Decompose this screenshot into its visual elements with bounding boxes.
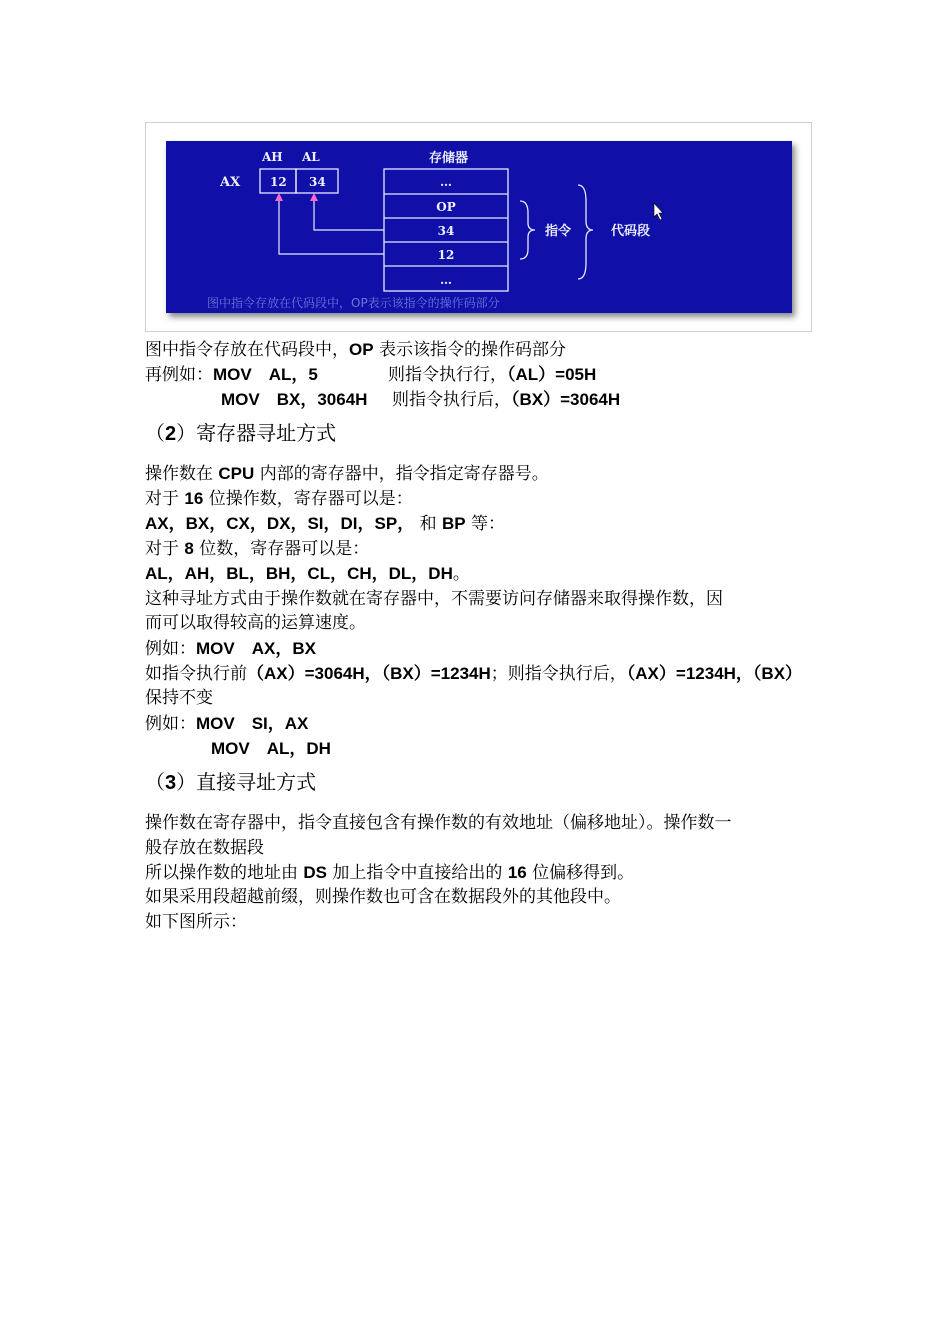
text: 8 [184,539,194,558]
ah-label: AH [262,150,283,164]
text: 而可以取得较高的运算速度。 [145,613,366,633]
text: 和 [414,514,443,534]
text: 加上指令中直接给出的 [327,863,508,883]
text: 位操作数，寄存器可以是： [203,489,413,509]
al-label: AL [302,150,320,164]
text: 3 [165,772,177,794]
code-text: MOV SI，AX [196,714,309,733]
text: 般存放在数据段 [145,838,264,858]
text: 操作数在寄存器中，指令直接包含有操作数的有效地址（偏移地址）。操作数一 [145,813,732,833]
text: CPU [218,464,255,483]
text: 位数，寄存器可以是： [193,539,370,559]
code-text: （AX）=1234H，（BX） [626,664,803,683]
figure-frame [145,122,812,332]
register-list-8bit [145,563,470,585]
code-text: MOV AX，BX [196,639,316,658]
text: 16 [507,863,527,882]
text: 内部的寄存器中，指令指定寄存器号。 [254,464,549,484]
section-heading-2 [145,422,336,445]
paragraph-line [145,911,247,933]
text: 图中指令存放在代码段中， [145,340,349,360]
register-list-16bit [145,513,505,535]
text: 再例如： [145,365,213,385]
paragraph-line [145,812,732,834]
example-line [211,738,331,760]
code-text: MOV AL，DH [211,739,331,758]
code-segment-label: 代码段 [611,224,651,239]
text: DS [303,863,328,882]
example-line-1 [145,364,318,386]
section-heading-3 [145,771,316,794]
example-line-2 [221,389,367,411]
memory-cell-1: … [440,175,452,189]
paragraph-line [145,663,802,685]
text: ）直接寻址方式 [176,770,317,794]
ah-arrow [275,193,384,254]
paragraph-line [145,463,549,485]
text: 对于 [145,539,185,559]
text: 等： [465,514,506,534]
code-text: BP [442,514,466,533]
text: 例如： [145,714,196,734]
figure-caption-line [145,339,566,361]
paragraph-line [145,862,634,884]
paragraph-line [145,488,413,510]
code-segment-brace [578,185,593,279]
example-line-1-result [388,364,596,386]
ax-label: AX [220,175,241,190]
text: （ [145,770,165,794]
paragraph-line [145,612,366,634]
diagram-svg [166,141,792,313]
text: 16 [184,489,204,508]
code-text: MOV BX，3064H [221,390,368,409]
text: 表示该指令的操作码部分 [373,340,566,360]
code-text: （AL）=05H [507,365,597,384]
paragraph-line [145,588,723,610]
example-line-2-result [392,389,620,411]
memory-title: 存储器 [429,151,469,166]
paragraph-line [145,538,369,560]
al-arrow [310,193,384,230]
text: 则指令执行后， [392,390,511,410]
code-text: AX，BX，CX，DX，SI，DI，SP， [145,514,415,533]
text: 保持不变 [145,688,213,708]
text: （ [145,421,165,445]
memory-cell-2: OP [436,200,456,214]
example-line [145,713,308,735]
text: 如果采用段超越前缀，则操作数也可含在数据段外的其他段中。 [145,887,621,907]
memory-cell-4: 12 [437,248,455,262]
text: 位偏移得到。 [526,863,635,883]
figure-inner-caption: 图中指令存放在代码段中，OP表示该指令的操作码部分 [207,296,500,310]
addressing-diagram [166,141,792,313]
memory-cell-3: 34 [437,224,455,238]
ah-value: 12 [270,175,287,189]
text: 。 [452,564,470,584]
code-text: MOV AL，5 [213,365,318,384]
cursor-icon [654,203,663,220]
text: ）寄存器寻址方式 [176,421,337,445]
text: 2 [165,423,177,445]
instruction-label: 指令 [545,224,572,239]
text: 例如： [145,639,196,659]
example-line [145,638,316,660]
text: ；则指令执行后， [490,664,627,684]
paragraph-line [145,687,213,709]
text: 如指令执行前 [145,664,247,684]
paragraph-line [145,837,264,859]
text: 则指令执行行， [388,365,507,385]
text: 如下图所示： [145,912,247,932]
code-text: （AX）=3064H，（BX）=1234H [247,664,491,683]
memory-cell-5: … [440,273,452,287]
text: 所以操作数的地址由 [145,863,304,883]
al-value: 34 [309,175,326,189]
code-text: AL，AH，BL，BH，CL，CH，DL，DH [145,564,453,583]
text: OP [349,340,374,359]
instruction-brace [520,201,535,259]
text: 操作数在 [145,464,219,484]
code-text: （BX）=3064H [511,390,621,409]
paragraph-line [145,886,621,908]
text: 这种寻址方式由于操作数就在寄存器中，不需要访问存储器来取得操作数，因 [145,589,723,609]
text: 对于 [145,489,185,509]
